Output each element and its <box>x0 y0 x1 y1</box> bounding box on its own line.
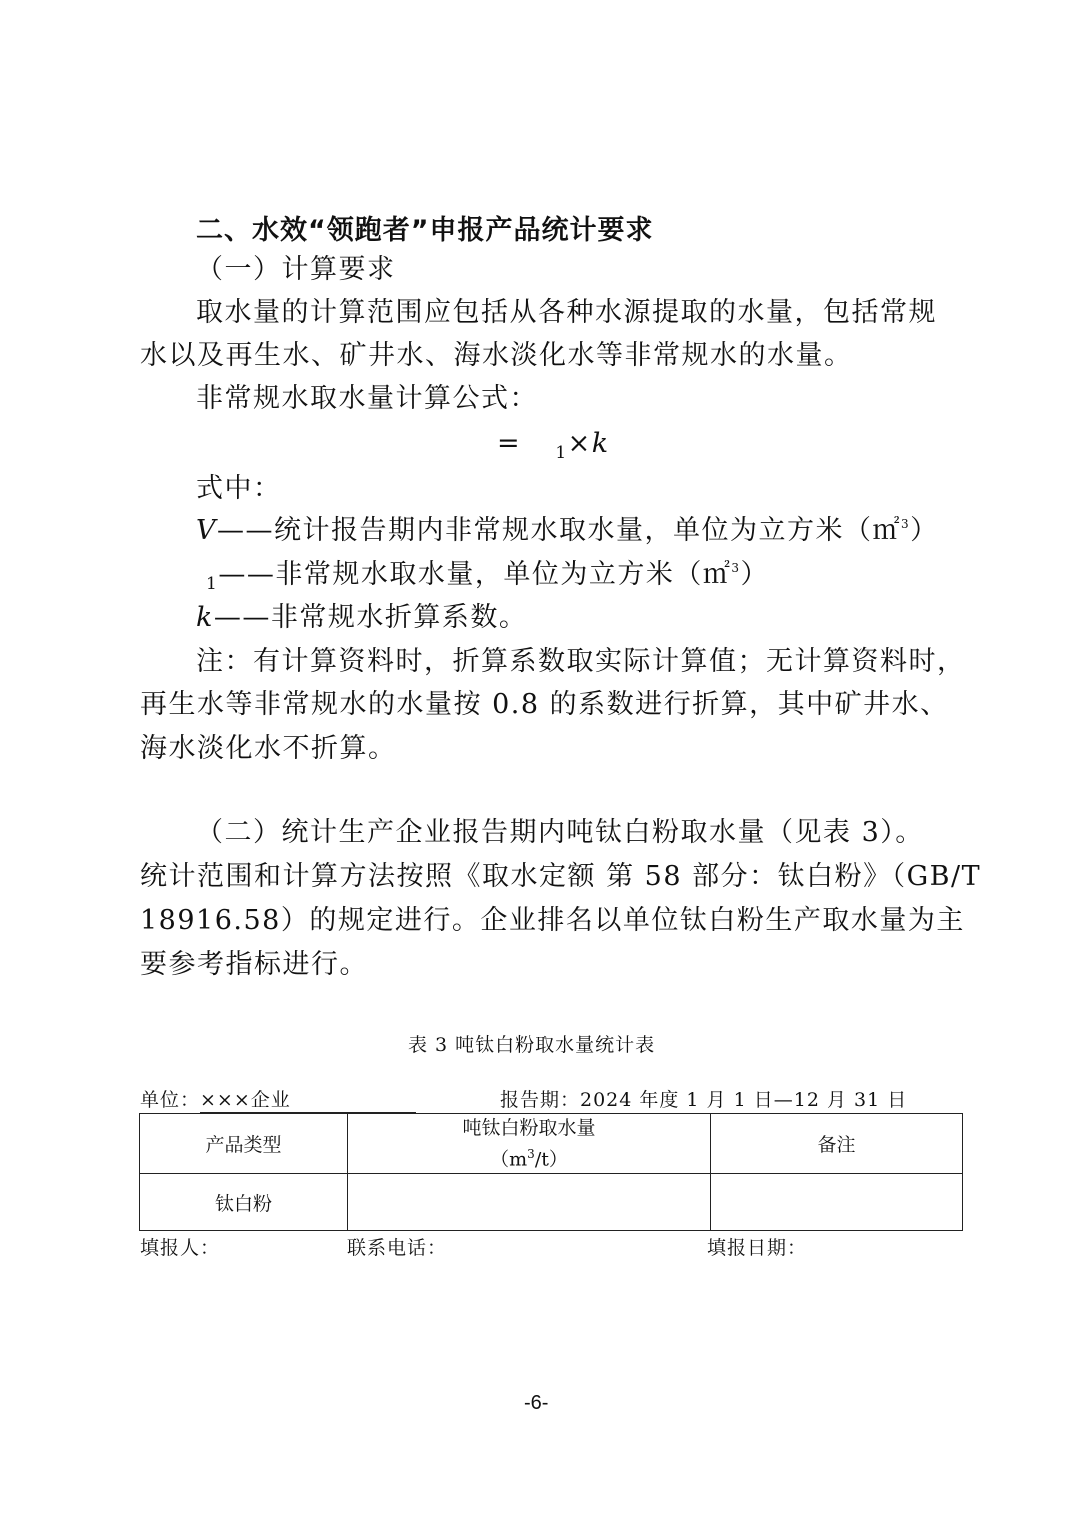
para1-line1: 取水量的计算范围应包括从各种水源提取的水量，包括常规 <box>196 297 937 328</box>
para2-line4: 要参考指标进行。 <box>140 949 368 980</box>
footer-date: 填报日期： <box>707 1237 808 1259</box>
formula-k: k <box>591 428 610 459</box>
note-line2: 再生水等非常规水的水量按 0.8 的系数进行折算，其中矿井水、 <box>140 689 949 720</box>
formula-eq: = <box>497 428 522 459</box>
formula-intro: 非常规水取水量计算公式： <box>196 383 538 414</box>
definition-k <box>196 604 527 631</box>
def-sup: 3 <box>901 517 911 531</box>
table-unit <box>140 1085 416 1113</box>
def-text: ——统计报告期内非常规水取水量，单位为立方米（㎡$^3$） <box>217 515 939 546</box>
header-remark: 备注 <box>711 1114 963 1174</box>
table-row <box>140 1174 963 1231</box>
header-product-type: 产品类型 <box>140 1114 348 1174</box>
subheading-calc: （一）计算要求 <box>196 254 396 285</box>
para2-line2: 统计范围和计算方法按照《取水定额 第 58 部分：钛白粉》（GB/T <box>140 861 982 892</box>
para2-line1: （二）统计生产企业报告期内吨钛白粉取水量（见表 3）。 <box>196 817 924 848</box>
footer-reporter: 填报人： <box>140 1237 221 1259</box>
table-caption: 表 3 吨钛白粉取水量统计表 <box>408 1034 656 1056</box>
def-text: ——非常规水折算系数。 <box>213 602 528 633</box>
note-line3: 海水淡化水不折算。 <box>140 733 397 764</box>
cell-product: 钛白粉 <box>140 1174 348 1231</box>
header-water-intake <box>348 1114 711 1174</box>
table-header-row <box>140 1114 963 1174</box>
shizhong-label: 式中： <box>196 473 282 504</box>
unit-label: 单位： <box>140 1089 201 1111</box>
footer-phone: 联系电话： <box>347 1237 448 1259</box>
note-line1: 注：有计算资料时，折算系数取实际计算值；无计算资料时， <box>196 646 966 677</box>
definition-v1 <box>196 561 769 593</box>
def-text: ——非常规水取水量，单位为立方米（㎡$^3$） <box>218 559 769 590</box>
def-subscript: 1 <box>206 574 219 594</box>
water-intake-table <box>139 1113 963 1231</box>
def-symbol: V <box>196 515 217 546</box>
cell-value <box>348 1174 711 1231</box>
table-period: 报告期：2024 年度 1 月 1 日—12 月 31 日 <box>500 1089 908 1111</box>
para1-line2: 水以及再生水、矿井水、海水淡化水等非常规水的水量。 <box>140 340 853 371</box>
formula-subscript: 1 <box>555 443 568 463</box>
para2-line3: 18916.58）的规定进行。企业排名以单位钛白粉生产取水量为主 <box>140 905 965 936</box>
header-water-intake-unit: $(m^3/t)$ <box>490 1147 568 1171</box>
def-symbol: k <box>196 602 214 633</box>
page-number: -6- <box>524 1392 549 1414</box>
formula <box>497 430 610 462</box>
cell-remark <box>711 1174 963 1231</box>
def-sup: 3 <box>731 561 741 575</box>
formula-times: × <box>567 428 592 459</box>
unit-value: ×××企业 <box>200 1085 416 1113</box>
header-water-intake-label: 吨钛白粉取水量 <box>462 1117 596 1139</box>
section-heading: 二、水效“领跑者”申报产品统计要求 <box>196 215 654 246</box>
definition-v <box>196 517 939 544</box>
